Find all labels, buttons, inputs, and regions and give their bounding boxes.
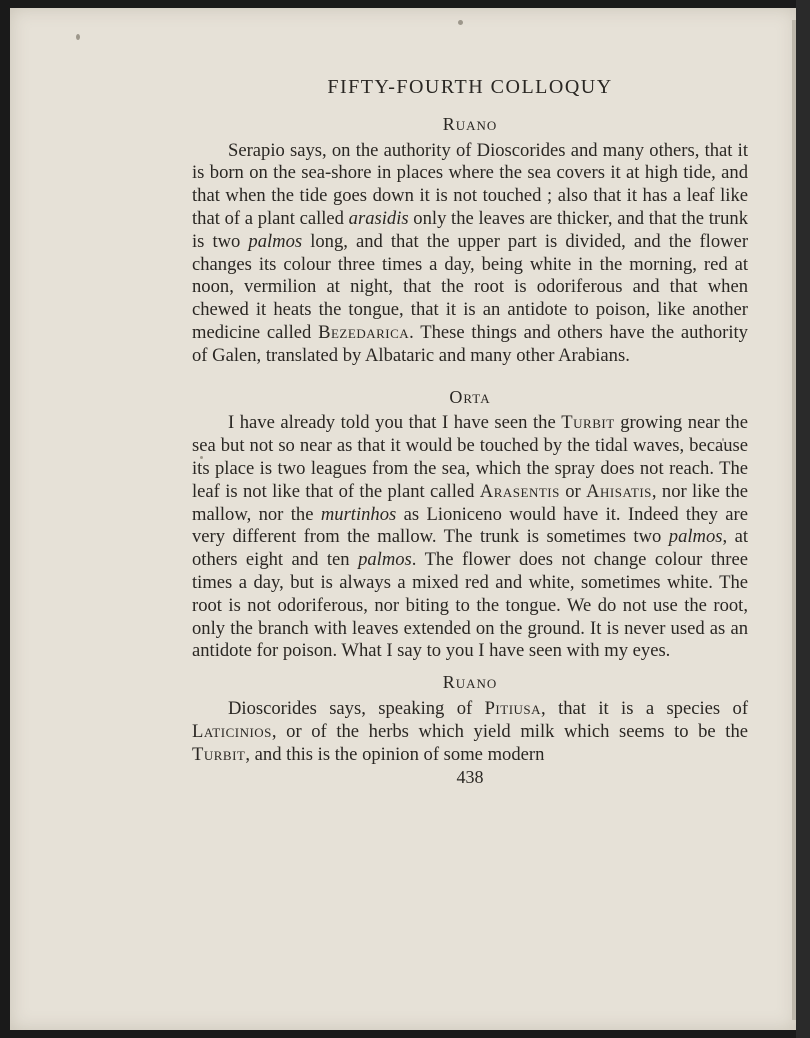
- italic-term: murtinhos: [320, 503, 397, 525]
- small-caps-term: Pitiusa: [484, 697, 542, 719]
- small-caps-term: Turbit: [561, 412, 615, 434]
- dialogue-paragraph: I have already told you that I have seen the Turbit growing near the sea but not so near as that it would be touched by the tidal waves, because its place is two leagues from the sea, which the spray does not reach. The leaf is not like that of the plant called Arasentis or Ahisatis, nor like the mallow, nor the murtinhos as Lioniceno would have it. Indeed they are very different from the mallow. The trunk is sometimes two palmos, at others eight and ten palmos. The flower does not change colour three times a day, but is always a mixed red and white, sometimes white. The root is not odoriferous, nor biting to the tongue. We do not use the root, only the branch with leaves extended on the ground. It is never used as an antidote for poison. What I say to you I have seen with my eyes.: [192, 412, 748, 662]
- page-number: 438: [456, 767, 484, 788]
- page-speck: [76, 34, 80, 40]
- italic-term: arasidis: [348, 207, 409, 229]
- book-spine: [796, 0, 810, 1038]
- dialogue-paragraph: Serapio says, on the authority of Dioscorides and many others, that it is born on the sea-shore in places where the sea covers it at high tide, and that when the tide goes down it is not touched ; also that it has a leaf like that of a plant called arasidis only the leaves are thicker, and that the trunk is two palmos long, and that the upper part is divided, and the flower changes its colour three times a day, being white in the morning, red at noon, vermilion at night, that the root is odoriferous and that when chewed it heats the tongue, that it is an antidote to poison, like another medicine called Bezedarica. These things and others have the authority of Galen, translated by Albataric and many other Arabians.: [192, 139, 749, 366]
- page-heading: FIFTY-FOURTH COLLOQUY: [327, 76, 613, 98]
- small-caps-term: Turbit: [192, 743, 246, 765]
- italic-term: palmos: [248, 230, 303, 252]
- small-caps-term: Laticinios: [192, 720, 272, 742]
- page-text: [192, 70, 748, 789]
- small-caps-term: Bezedarica: [318, 321, 410, 343]
- speaker-heading: Orta: [449, 386, 491, 407]
- italic-term: palmos: [358, 549, 412, 571]
- dialogue-paragraph: Dioscorides says, speaking of Pitiusa, that it is a species of Laticinios, or of the herbs which yield milk which seems to be the Turbit, and this is the opinion of some modern: [192, 697, 749, 765]
- page-speck: [458, 20, 463, 25]
- small-caps-term: Arasentis: [479, 480, 560, 502]
- small-caps-term: Ahisatis: [586, 480, 652, 502]
- speaker-heading: Ruano: [442, 113, 498, 134]
- italic-term: palmos: [668, 526, 723, 548]
- speaker-heading: Ruano: [442, 672, 498, 693]
